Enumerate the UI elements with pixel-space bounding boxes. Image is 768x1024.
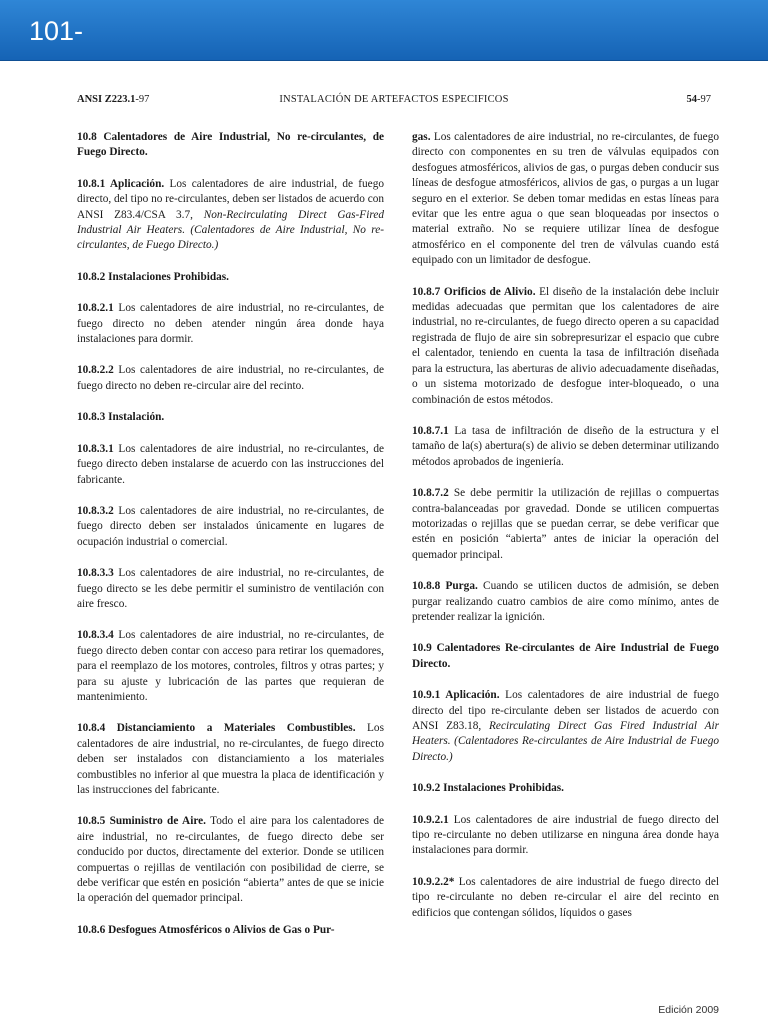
section-10-8-3-heading: 10.8.3 Instalación.	[77, 411, 165, 424]
section-10-8-2-2: 10.8.2.2 Los calentadores de aire industrial, no re-circulantes, de fuego directo no deben re-circular aire del recinto.	[77, 364, 384, 392]
section-10-8-2-1: 10.8.2.1 Los calentadores de aire industrial, no re-circulantes, de fuego directo no deben atender ningún área donde haya instalaciones para dormir.	[77, 302, 384, 346]
header-page-code: 54-97	[686, 94, 711, 105]
section-10-8-3-3: 10.8.3.3 Los calentadores de aire industrial, no re-circulantes, de fuego directo se les debe permitir el suministro de ventilación con aire fresco.	[77, 567, 384, 610]
header-section-title: INSTALACIÓN DE ARTEFACTOS ESPECIFICOS	[279, 94, 509, 105]
section-10-9-2-heading: 10.9.2 Instalaciones Prohibidas.	[412, 782, 565, 795]
top-bar	[0, 0, 768, 61]
section-10-8-5: 10.8.5 Suministro de Aire. Todo el aire para los calentadores de aire industrial, no re-circulantes, de fuego directo debe ser conducido por ductos, directamente del exterior. Donde se utilicen compuertas o rejillas de ventilación con posibilidad de cierre, se debe verificar que estén en posición “abierta” antes de que se inicie la operación del quemador principal.	[77, 815, 384, 905]
section-10-8-7-2: 10.8.7.2 Se debe permitir la utilización de rejillas o compuertas contra-balanceadas por gravedad. Donde se utilicen compuertas motorizadas o rejillas que se puedan cerrar, se debe verificar que estén en posición “abierta” antes de iniciar la operación del quemador principal.	[412, 487, 719, 561]
section-10-8-6-heading: 10.8.6 Desfogues Atmosféricos o Alivios de Gas o Pur-	[77, 923, 335, 936]
section-10-8-1: 10.8.1 Aplicación. Los calentadores de aire industrial, de fuego directo, del tipo no re-circulantes, deben ser listados de acuerdo con ANSI Z83.4/CSA 3.7, Non-Recirculating Direct Gas-Fired Industrial Air Heaters. (Calentadores de Aire Industrial, No re-circulantes, de Fuego Directo.)	[77, 177, 384, 252]
running-header	[77, 94, 711, 108]
section-10-8-7: 10.8.7 Orificios de Alivio. El diseño de la instalación debe incluir medidas adecuadas que permitan que los calentadores de aire industrial, no re-circulantes, de fuego directo operen a su capacidad registrada de flujo de aire sin sobrepresurizar el espacio que cubre el calentador, teniendo en cuenta la tasa de infiltración diseñada para la estructura, las aberturas de alivio adecuadamente diseñadas, o un sistema motorizado de desfogue inter-bloqueado, o una combinación de estos métodos.	[412, 285, 720, 406]
section-10-8-3-1: 10.8.3.1 Los calentadores de aire industrial, no re-circulantes, de fuego directo deben instalarse de acuerdo con las instrucciones del fabricante.	[77, 442, 384, 486]
section-10-8-heading: 10.8 Calentadores de Aire Industrial, No re-circulantes, de Fuego Directo.	[77, 131, 384, 159]
section-10-8-6-continued: gas. Los calentadores de aire industrial, no re-circulantes, de fuego directo con componentes en su tren de válvulas equipados con desfogues atmosféricos, alivios de gas, o purgas deben conducir sus líneas de desfogue atmosféricos, alivios de gas, o purgas a un lugar seguro en el exterior. Se deben tomar medidas en estas líneas para evitar que les entre agua o que sean bloqueadas por insectos o material extraño. No se requiere utilizar línea de desfogue atmosférico en el componente del tren de válvulas cuando está equipado con un limitador de desfogue.	[412, 131, 719, 267]
edition-footer: Edición 2009	[658, 1004, 719, 1016]
section-10-8-3-4: 10.8.3.4 Los calentadores de aire industrial, no re-circulantes, de fuego directo deben contar con acceso para retirar los quemadores, para el reemplazo de los motores, controles, filtros y otras partes; y para su ajuste y lubricación de las partes que requieran de mantenimiento.	[77, 629, 384, 703]
left-column	[77, 130, 384, 954]
section-10-8-3-2: 10.8.3.2 Los calentadores de aire industrial, no re-circulantes, de fuego directo deben ser instalados únicamente en lugares de ocupación industrial o comercial.	[77, 504, 384, 548]
right-column	[412, 130, 719, 937]
section-10-8-7-1: 10.8.7.1 La tasa de infiltración de diseño de la estructura y el tamaño de la(s) abertura(s) de alivio se deben determinar utilizando métodos aprobados de ingeniería.	[412, 424, 719, 468]
page-number-label: 101-	[29, 16, 84, 46]
section-10-9-2-2: 10.9.2.2* Los calentadores de aire industrial de fuego directo del tipo re-circulante no deben re-circular el aire del recinto en edificios que contengan sólidos, líquidos o gases	[412, 875, 719, 919]
section-10-9-1: 10.9.1 Aplicación. Los calentadores de aire industrial de fuego directo del tipo re-circulante deben ser listados de acuerdo con ANSI Z83.18, Recirculating Direct Gas Fired Industrial Air Heaters. (Calentadores Re-circulantes de Aire Industrial de Fuego Directo.)	[412, 689, 720, 763]
section-10-8-4: 10.8.4 Distanciamiento a Materiales Combustibles. Los calentadores de aire industrial, no re-circulantes, de fuego directo deben ser instalados con distanciamiento a los materiales combustibles no inferior al que muestra la placa de identificación y las instrucciones del fabricante.	[77, 722, 384, 796]
section-10-8-2-heading: 10.8.2 Instalaciones Prohibidas.	[77, 270, 230, 283]
section-10-9-2-1: 10.9.2.1 Los calentadores de aire industrial de fuego directo del tipo re-circulante no deben utilizarse en ninguna área donde haya instalaciones para dormir.	[412, 813, 719, 857]
section-10-8-8: 10.8.8 Purga. Cuando se utilicen ductos de admisión, se deben purgar realizando cuatro cambios de aire como mínimo, antes de pretender realizar la ignición.	[412, 580, 719, 623]
section-10-9-heading: 10.9 Calentadores Re-circulantes de Aire Industrial de Fuego Directo.	[412, 642, 719, 670]
header-doc-code: ANSI Z223.1-97	[77, 94, 150, 105]
